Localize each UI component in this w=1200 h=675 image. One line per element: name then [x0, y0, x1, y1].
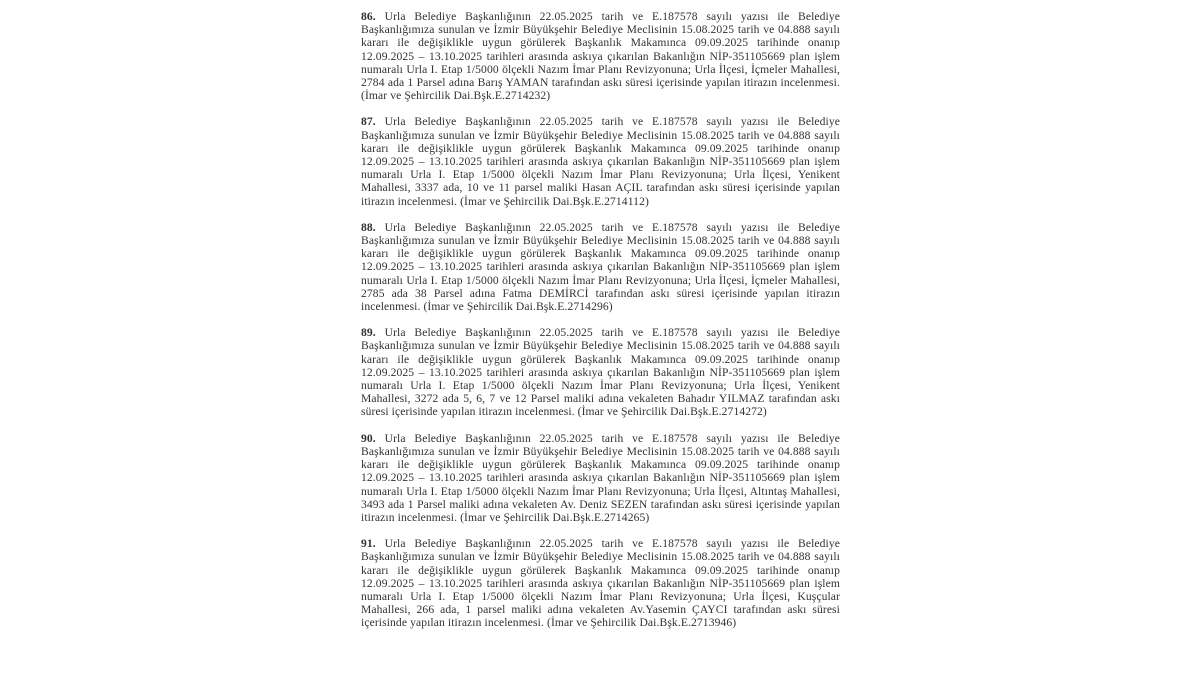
item-number: 89.	[361, 326, 376, 340]
agenda-item	[361, 326, 840, 418]
agenda-item	[361, 115, 840, 207]
agenda-item	[361, 537, 840, 629]
agenda-item	[361, 432, 840, 524]
item-number: 86.	[361, 10, 376, 23]
document-page	[361, 10, 840, 630]
item-number: 87.	[361, 115, 376, 129]
item-text: Urla Belediye Başkanlığının 22.05.2025 tarih ve E.187578 sayılı yazısı ile Belediye Başkanlığımıza sunulan ve İzmir Büyükşehir Belediye Meclisinin 15.08.2025 tarih ve 04.888 sayılı kararı ile değişiklikle uygun görülerek Başkanlık Makamınca 09.09.2025 tarihinde onanıp 12.09.2025 – 13.10.2025 tarihleri arasında askıya çıkarılan Bakanlığın NİP-351105669 plan işlem numaralı Urla I. Etap 1/5000 ölçekli Nazım İmar Planı Revizyonuna; Urla İlçesi, Yenikent Mahallesi, 3337 ada, 10 ve 11 parsel maliki Hasan AÇIL tarafından askı süresi içerisinde yapılan itirazın incelenmesi. (İmar ve Şehircilik Dai.Bşk.E.2714112)	[361, 115, 841, 208]
item-number: 90.	[361, 431, 376, 445]
item-text: Urla Belediye Başkanlığının 22.05.2025 tarih ve E.187578 sayılı yazısı ile Belediye Başkanlığımıza sunulan ve İzmir Büyükşehir Belediye Meclisinin 15.08.2025 tarih ve 04.888 sayılı kararı ile değişiklikle uygun görülerek Başkanlık Makamınca 09.09.2025 tarihinde onanıp 12.09.2025 – 13.10.2025 tarihleri arasında askıya çıkarılan Bakanlığın NİP-351105669 plan işlem numaralı Urla I. Etap 1/5000 ölçekli Nazım İmar Planı Revizyonuna; Urla İlçesi, İçmeler Mahallesi, 2785 ada 38 Parsel adına Fatma DEMİRCİ tarafından askı süresi içerisinde yapılan itirazın incelenmesi. (İmar ve Şehircilik Dai.Bşk.E.2714296)	[361, 220, 841, 314]
item-number: 91.	[361, 537, 376, 551]
agenda-item	[361, 221, 840, 313]
item-text: Urla Belediye Başkanlığının 22.05.2025 tarih ve E.187578 sayılı yazısı ile Belediye Başkanlığımıza sunulan ve İzmir Büyükşehir Belediye Meclisinin 15.08.2025 tarih ve 04.888 sayılı kararı ile değişiklikle uygun görülerek Başkanlık Makamınca 09.09.2025 tarihinde onanıp 12.09.2025 – 13.10.2025 tarihleri arasında askıya çıkarılan Bakanlığın NİP-351105669 plan işlem numaralı Urla I. Etap 1/5000 ölçekli Nazım İmar Planı Revizyonuna; Urla İlçesi, Kuşçular Mahallesi, 266 ada, 1 parsel maliki adına vekaleten Av.Yasemin ÇAYCI tarafından askı süresi içerisinde yapılan itirazın incelenmesi. (İmar ve Şehircilik Dai.Bşk.E.2713946)	[361, 537, 841, 630]
item-text: Urla Belediye Başkanlığının 22.05.2025 tarih ve E.187578 sayılı yazısı ile Belediye Başkanlığımıza sunulan ve İzmir Büyükşehir Belediye Meclisinin 15.08.2025 tarih ve 04.888 sayılı kararı ile değişiklikle uygun görülerek Başkanlık Makamınca 09.09.2025 tarihinde onanıp 12.09.2025 – 13.10.2025 tarihleri arasında askıya çıkarılan Bakanlığın NİP-351105669 plan işlem numaralı Urla I. Etap 1/5000 ölçekli Nazım İmar Planı Revizyonuna; Urla İlçesi, İçmeler Mahallesi, 2784 ada 1 Parsel adına Barış YAMAN tarafından askı süresi içerisinde yapılan itirazın incelenmesi. (İmar ve Şehircilik Dai.Bşk.E.2714232)	[361, 10, 841, 103]
item-text: Urla Belediye Başkanlığının 22.05.2025 tarih ve E.187578 sayılı yazısı ile Belediye Başkanlığımıza sunulan ve İzmir Büyükşehir Belediye Meclisinin 15.08.2025 tarih ve 04.888 sayılı kararı ile değişiklikle uygun görülerek Başkanlık Makamınca 09.09.2025 tarihinde onanıp 12.09.2025 – 13.10.2025 tarihleri arasında askıya çıkarılan Bakanlığın NİP-351105669 plan işlem numaralı Urla I. Etap 1/5000 ölçekli Nazım İmar Planı Revizyonuna; Urla İlçesi, Altıntaş Mahallesi, 3493 ada 1 Parsel maliki adına vekaleten Av. Deniz SEZEN tarafından askı süresi içerisinde yapılan itirazın incelenmesi. (İmar ve Şehircilik Dai.Bşk.E.2714265)	[361, 431, 841, 524]
agenda-item	[361, 10, 840, 102]
item-text: Urla Belediye Başkanlığının 22.05.2025 tarih ve E.187578 sayılı yazısı ile Belediye Başkanlığımıza sunulan ve İzmir Büyükşehir Belediye Meclisinin 15.08.2025 tarih ve 04.888 sayılı kararı ile değişiklikle uygun görülerek Başkanlık Makamınca 09.09.2025 tarihinde onanıp 12.09.2025 – 13.10.2025 tarihleri arasında askıya çıkarılan Bakanlığın NİP-351105669 plan işlem numaralı Urla I. Etap 1/5000 ölçekli Nazım İmar Planı Revizyonuna; Urla İlçesi, Yenikent Mahallesi, 3272 ada 5, 6, 7 ve 12 Parsel maliki adına vekaleten Bahadır YILMAZ tarafından askı süresi içerisinde yapılan itirazın incelenmesi. (İmar ve Şehircilik Dai.Bşk.E.2714272)	[361, 326, 841, 419]
item-number: 88.	[361, 220, 376, 234]
